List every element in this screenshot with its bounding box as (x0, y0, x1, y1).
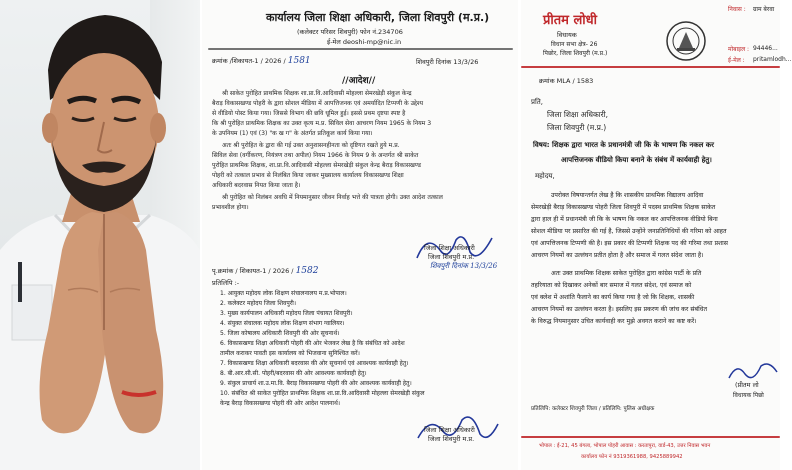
man-folded-hands-illustration (0, 0, 200, 470)
footer-address: भोपाल : ई-21, 45 बंगला, भोपाल पोहरी आवास : करतापुरा, वार्ड-43, उत्तर निवास भवन (539, 443, 711, 449)
copy-item: 4. संयुक्त संचालक महोदय लोक शिक्षण संभाग ग्वालियर। (220, 320, 345, 327)
residence-value: ग्राम बेरवा (753, 6, 775, 13)
order-body-line: सिविल सेवा (वर्गीकरण, नियंत्रण तथा अपील) नियम 1966 के नियम 9 के अन्तर्गत श्री साकेत (212, 152, 419, 159)
order-body-line: अधिकारी बदरवास नियत किया जाता है। (212, 182, 301, 189)
footer-phone: कार्यालय फोन नं 9319361988, 9425889942 (581, 454, 683, 460)
header-divider (208, 48, 513, 50)
order-body-line: से वीडियो पोस्ट किया गया। जिससे विभाग की छवि धूमिल हुई। इससे प्रथम दृष्टया स्पष्ट है (212, 110, 406, 117)
sign2-district: जिला शिवपुरी म.प्र. (428, 435, 475, 443)
copy-item: 5. जिला कोषालय अधिकारी शिवपुरी की ओर सूचनार्थ। (220, 330, 340, 337)
mla-name: प्रीतम लोधी (543, 13, 598, 28)
copy-item: 1. आयुक्त महोदय लोक शिक्षण संचालनालय म.प्र.भोपाल। (220, 290, 347, 297)
mla-body-line: सेमरखेड़ी बैराड़ विकासखण्ड पोहरी जिला शिवपुरी में पदस्थ प्राथमिक शिक्षक साकेत (531, 204, 716, 211)
subject-line-2: आपत्तिजनक वीडियो किया बनाने के संबंध में कार्यवाही हेतु। (561, 156, 712, 164)
mla-district: पिछोर, जिला शिवपुरी (म.प्र.) (543, 50, 608, 57)
order-body-line: पुरोहित प्राथमिक शिक्षक, शा.प्रा.वि.आदिवासी मोहल्ला सेमरखेड़ी संकुल केन्द्र बैराड़ विकासखण्ड (212, 162, 422, 169)
office-title: कार्यालय जिला शिक्षा अधिकारी, जिला शिवपुरी (म.प्र.) (266, 11, 490, 24)
to-line-2: जिला शिवपुरी (म.प्र.) (547, 123, 607, 132)
copy-label: प्रतिलिपि :- (212, 279, 240, 287)
order-body-line: अतः श्री पुरोहित के द्वारा की गई उक्त अनुशासनहीनता को दृष्टिगत रखते हुये म.प्र. (222, 142, 400, 149)
copy-item: 6. विकासखण्ड शिक्षा अधिकारी पोहरी की ओर भेजकर लेख है कि संबंधित को आदेश (220, 340, 405, 347)
order-body-line: श्री पुरोहित को निलंबन अवधि में नियमानुसार जीवन निर्वाह भत्ते की पात्रता होगी। उक्त आदेश तत्काल (222, 194, 443, 201)
reference-1 (212, 56, 311, 66)
person-photo (0, 0, 200, 470)
copy-item: 3. मुख्य कार्यपालन अधिकारी महोदय जिला पंचायत शिवपुरी। (220, 310, 353, 317)
ref1-number: 1581 (287, 56, 311, 66)
copy-item: 10. संबंधित श्री साकेत पुरोहित प्राथमिक शिक्षक शा.प्रा.वि.आदिवासी मोहल्ला सेमरखेड़ी संकुल (220, 390, 425, 397)
copy-item: 9. संकुल प्राचार्य शा.उ.मा.वि. बैराड़ विकासखण्ड पोहरी की ओर आवश्यक कार्यवाही हेतु। (220, 380, 412, 387)
copy-line: प्रतिलिपि: कलेक्टर शिवपुरी जिला / प्रतिलिपि: पुलिस अधीक्षक (531, 406, 655, 412)
salutation: महोदय, (535, 172, 555, 180)
to-label: प्रति, (531, 98, 544, 106)
mobile-value: 94446... (753, 45, 778, 52)
ref2-number: 1582 (295, 266, 319, 276)
ref1-place-date: शिवपुरी दिनांक 13/3/26 (416, 58, 479, 66)
mobile-label: मोबाइल : (728, 46, 750, 53)
reference-2 (212, 266, 318, 276)
order-heading: //आदेश// (342, 76, 376, 86)
mla-body-line: तहरियाता को दिखाकर अनेकों बार समाज में गलत संदेश, एवं समाज को (531, 282, 692, 289)
mla-sign-name: (प्रीतम लो (735, 381, 759, 389)
copy-item: 8. बी.आर.सी.सी. पोहरी/बदरवास की ओर आवश्यक कार्यवाही हेतु। (220, 370, 367, 377)
order-body-line: प्रभावशील होगा। (212, 204, 249, 211)
copy-item: 7. विकासखण्ड शिक्षा अधिकारी बदरवास की ओर सूचनार्थ एवं आवश्यक कार्यवाही हेतु। (220, 360, 409, 367)
office-email: ई-मेल deoshi-mp@nic.in (327, 38, 402, 46)
copy-item: केन्द्र बैराड़ विकासखण्ड पोहरी की ओर आदेश पालनार्थ। (220, 400, 341, 407)
order-body-line: के उपनियम (1) एवं (3) "क ख ग" के अंतर्गत प्रतिकूल कार्य किया गया। (212, 130, 373, 137)
sign-district: जिला शिवपुरी म.प्र. (428, 253, 475, 261)
mla-body-line: एवं क्लेश में अशांति फैलाने का कार्य किया गया है जो कि शिक्षक, शासकी (531, 294, 695, 301)
mla-reference: क्रमांक MLA / 1583 (539, 77, 594, 85)
sign2-title: जिला शिक्षा अधिकारी (424, 426, 475, 434)
mla-body-line: आचरण नियमों का उल्लंघन प्रतीत होता है और समाज में गलत संदेश जाता है। (531, 252, 704, 259)
office-subtitle: (कलेक्टर परिसर शिवपुरी) फोन नं.234706 (297, 28, 403, 36)
order-body-line: कि श्री पुरोहित प्राथमिक शिक्षक का उक्त कृत्य म.प्र. सिविल सेवा आचरण नियम 1965 के नियम 3 (212, 120, 432, 127)
mla-sign-title: विधायक पिछो (733, 392, 764, 399)
ref1-prefix: क्रमांक /शिकायत-1 / 2026 / (212, 57, 286, 65)
header-rule (521, 66, 780, 68)
state-emblem-icon (665, 20, 707, 62)
mla-body-line: अतः उक्त प्राथमिक शिक्षक साकेत पुरोहित द्वारा कांग्रेस पार्टी के प्रति (551, 270, 702, 277)
mla-body-line: द्वारा हाल ही में प्रधानमंत्री जी कि के भाषण कि नकल कर आपत्तिजनक वीडियो बिना (531, 216, 718, 223)
mla-body-line: सोशल मीडिया पर प्रसारित की गई है, जिससे उन्होंने जनप्रतिनिधियों की गरिमा को आहत (531, 228, 727, 235)
order-body-line: बैराड़ विकासखण्ड पोहरी के द्वारा सोशल मीडिया में आपत्तिजनक एवं अमर्यादित टिप्पणी के उद्देश्य (212, 100, 424, 107)
deo-order-letter (202, 0, 518, 470)
sign-date: शिवपुरी दिनांक 13/3/26 (430, 262, 498, 270)
copy-item: तामील कराकर पावती इस कार्यालय को भिजवाना सुनिश्चित करें। (220, 350, 360, 357)
copy-item: 2. कलेक्टर महोदय जिला शिवपुरी। (220, 300, 297, 307)
to-line-1: जिला शिक्षा अधिकारी, (547, 110, 609, 119)
mla-letter (521, 0, 792, 470)
mla-designation: विधायक (557, 31, 577, 39)
mla-body-line: आचरण नियमों का उल्लंघन करता है। इसलिए इस प्रकरण की जांच कर संबंधित (531, 306, 707, 313)
footer-rule (521, 436, 780, 438)
mla-body-line: एवं आपत्तिजनक टिप्पणी की है। इस प्रकार की टिप्पणी शिक्षक पद की गरिमा तथा प्रशास (531, 240, 728, 247)
residence-label: निवास : (728, 6, 746, 13)
mla-body-line: के विरुद्ध नियमानुसार उचित कार्यवाही कर मुझे अवगत कराने का कष्ट करें। (531, 318, 697, 325)
subject-line: विषय: शिक्षक द्वारा भारत के प्रधानमंत्री जी कि के भाषण कि नकल कर (533, 141, 714, 149)
email-value: pritamlodh... (753, 56, 792, 63)
order-body-line: श्री साकेत पुरोहित प्राथमिक शिक्षक शा.प्रा.वि.आदिवासी मोहल्ला सेमरखेड़ी संकुल केन्द्र (222, 90, 412, 97)
order-body-line: पोहरी को तत्काल प्रभाव से निलंबित किया जाकर मुख्यालय कार्यालय विकासखण्ड शिक्षा (212, 172, 404, 179)
email-label: ई-मेल : (728, 57, 745, 64)
sign-title: जिला शिक्षा अधिकारी (424, 244, 475, 252)
ref2-prefix: पृ.क्रमांक / शिकायत-1 / 2026 / (212, 267, 294, 275)
mla-constituency: विधान सभा क्षेत्र- 26 (551, 41, 598, 48)
mla-body-line: उपरोक्त विषयान्तर्गत लेख है कि शासकीय प्राथमिक विद्यालय आदिवा (551, 192, 704, 199)
